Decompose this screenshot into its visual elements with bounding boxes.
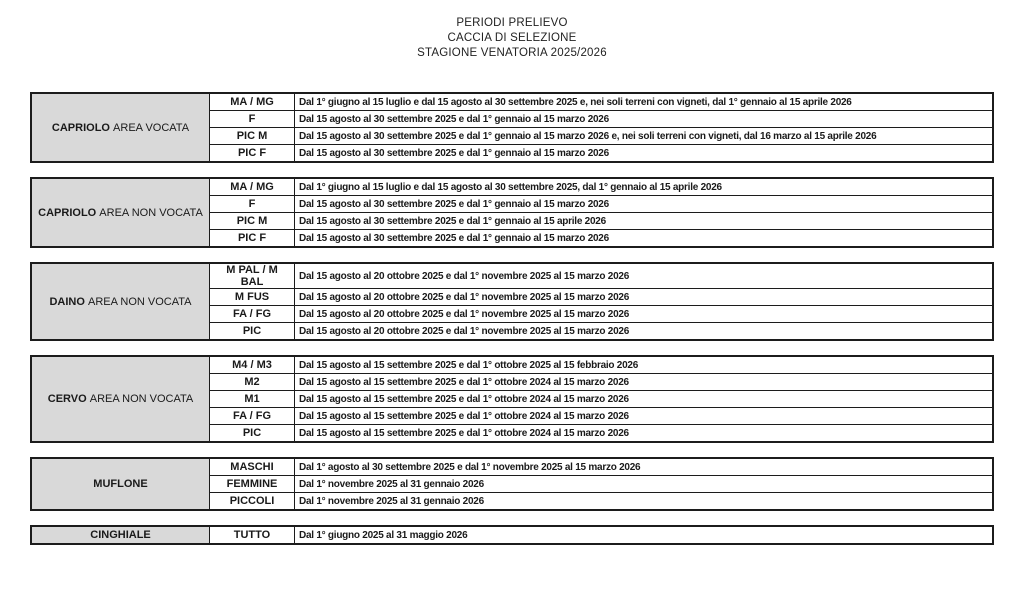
class-code-cell: FEMMINE	[210, 476, 295, 493]
class-code-cell: PIC F	[210, 145, 295, 163]
class-code-cell: M4 / M3	[210, 356, 295, 374]
period-cell: Dal 15 agosto al 30 settembre 2025 e dal 1° gennaio al 15 aprile 2026	[295, 213, 994, 230]
class-code-cell: PICCOLI	[210, 493, 295, 511]
species-table-daino-area-non-vocata	[30, 262, 994, 341]
class-code-cell: TUTTO	[210, 526, 295, 544]
period-cell: Dal 1° giugno al 15 luglio e dal 15 agosto al 30 settembre 2025 e, nei soli terreni con vigneti, dal 1° gennaio al 15 aprile 2026	[295, 93, 994, 111]
document-title-line-3: STAGIONE VENATORIA 2025/2026	[417, 47, 607, 59]
species-cell	[31, 526, 210, 544]
species-cell	[31, 356, 210, 442]
species-table-cervo-area-non-vocata	[30, 355, 994, 443]
species-cell	[31, 458, 210, 510]
species-name: CAPRIOLO	[51, 121, 110, 134]
period-cell: Dal 1° giugno 2025 al 31 maggio 2026	[295, 526, 994, 544]
period-cell: Dal 15 agosto al 20 ottobre 2025 e dal 1° novembre 2025 al 15 marzo 2026	[295, 306, 994, 323]
period-cell: Dal 1° agosto al 30 settembre 2025 e dal 1° novembre 2025 al 15 marzo 2026	[295, 458, 994, 476]
class-code-cell: PIC	[210, 425, 295, 443]
class-code-cell: MASCHI	[210, 458, 295, 476]
species-area-label: AREA NON VOCATA	[88, 295, 192, 308]
class-code-cell: M FUS	[210, 289, 295, 306]
table-row	[31, 93, 993, 111]
class-code-cell: M1	[210, 391, 295, 408]
period-cell: Dal 15 agosto al 20 ottobre 2025 e dal 1° novembre 2025 al 15 marzo 2026	[295, 323, 994, 341]
period-cell: Dal 15 agosto al 30 settembre 2025 e dal 1° gennaio al 15 marzo 2026	[295, 196, 994, 213]
class-code-cell: M PAL / M BAL	[210, 263, 295, 289]
period-cell: Dal 1° novembre 2025 al 31 gennaio 2026	[295, 493, 994, 511]
period-cell: Dal 15 agosto al 20 ottobre 2025 e dal 1° novembre 2025 al 15 marzo 2026	[295, 263, 994, 289]
period-cell: Dal 15 agosto al 15 settembre 2025 e dal 1° ottobre 2024 al 15 marzo 2026	[295, 374, 994, 391]
period-cell: Dal 15 agosto al 30 settembre 2025 e dal 1° gennaio al 15 marzo 2026	[295, 230, 994, 248]
species-name: CAPRIOLO	[38, 206, 97, 219]
table-row	[31, 356, 993, 374]
period-cell: Dal 15 agosto al 15 settembre 2025 e dal 1° ottobre 2024 al 15 marzo 2026	[295, 408, 994, 425]
period-cell: Dal 15 agosto al 30 settembre 2025 e dal 1° gennaio al 15 marzo 2026	[295, 111, 994, 128]
period-cell: Dal 15 agosto al 30 settembre 2025 e dal 1° gennaio al 15 marzo 2026	[295, 145, 994, 163]
period-cell: Dal 15 agosto al 20 ottobre 2025 e dal 1° novembre 2025 al 15 marzo 2026	[295, 289, 994, 306]
period-cell: Dal 1° novembre 2025 al 31 gennaio 2026	[295, 476, 994, 493]
species-area-label: AREA NON VOCATA	[99, 206, 203, 219]
class-code-cell: MA / MG	[210, 178, 295, 196]
period-cell: Dal 15 agosto al 15 settembre 2025 e dal 1° ottobre 2025 al 15 febbraio 2026	[295, 356, 994, 374]
species-table-capriolo-area-non-vocata	[30, 177, 994, 248]
species-table-cinghiale	[30, 525, 994, 545]
period-cell: Dal 15 agosto al 15 settembre 2025 e dal 1° ottobre 2024 al 15 marzo 2026	[295, 391, 994, 408]
period-cell: Dal 15 agosto al 15 settembre 2025 e dal 1° ottobre 2024 al 15 marzo 2026	[295, 425, 994, 443]
document-title-line-2: CACCIA DI SELEZIONE	[447, 32, 577, 44]
period-cell: Dal 15 agosto al 30 settembre 2025 e dal 1° gennaio al 15 marzo 2026 e, nei soli terreni con vigneti, dal 16 marzo al 15 aprile 2026	[295, 128, 994, 145]
class-code-cell: M2	[210, 374, 295, 391]
species-area-label: AREA NON VOCATA	[89, 393, 194, 405]
species-cell	[31, 93, 210, 162]
tables-container	[30, 92, 994, 545]
class-code-cell: FA / FG	[210, 408, 295, 425]
class-code-cell: PIC F	[210, 230, 295, 248]
table-row	[31, 526, 993, 544]
class-code-cell: F	[210, 111, 295, 128]
species-name: MUFLONE	[93, 478, 148, 490]
species-name: DAINO	[49, 295, 85, 308]
class-code-cell: FA / FG	[210, 306, 295, 323]
table-row	[31, 178, 993, 196]
class-code-cell: F	[210, 196, 295, 213]
table-row	[31, 263, 993, 289]
table-row	[31, 458, 993, 476]
species-name: CINGHIALE	[90, 529, 151, 541]
class-code-cell: PIC M	[210, 128, 295, 145]
class-code-cell: PIC M	[210, 213, 295, 230]
species-table-capriolo-area-vocata	[30, 92, 994, 163]
document-header	[0, 0, 1024, 61]
class-code-cell: MA / MG	[210, 93, 295, 111]
species-table-muflone	[30, 457, 994, 511]
species-cell	[31, 178, 210, 247]
species-name: CERVO	[47, 393, 87, 405]
species-area-label: AREA VOCATA	[113, 121, 190, 134]
class-code-cell: PIC	[210, 323, 295, 341]
period-cell: Dal 1° giugno al 15 luglio e dal 15 agosto al 30 settembre 2025, dal 1° gennaio al 15 aprile 2026	[295, 178, 994, 196]
species-cell	[31, 263, 210, 340]
document-title-line-1: PERIODI PRELIEVO	[456, 17, 568, 29]
